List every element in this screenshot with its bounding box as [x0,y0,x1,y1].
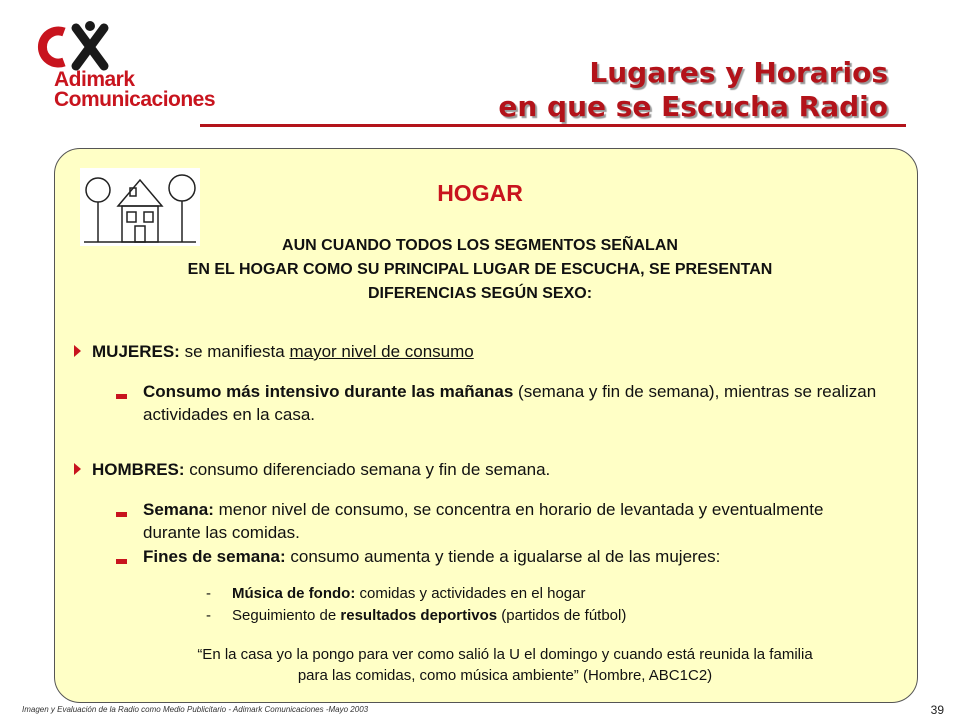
footer-source: Imagen y Evaluación de la Radio como Medio Publicitario - Adimark Comunicaciones -Mayo 2003 [22,705,369,714]
page-number: 39 [930,703,944,717]
men-sub1-rest: menor nivel de consumo, se concentra en horario de levantada y eventualmente durante las comidas. [143,500,824,542]
section-heading: HOGAR [437,180,523,206]
men-text: consumo diferenciado semana y fin de semana. [184,460,551,479]
men-sub2-rest: consumo aumenta y tiende a igualarse al de las mujeres: [285,547,721,566]
dash-bullet-icon [116,559,127,564]
men-sub2-bold: Fines de semana: [143,547,286,566]
intro-text [80,234,880,306]
women-sub1-rest: (semana y fin de semana), mientras se realizan actividades en la casa. [143,382,877,424]
list-hyphen: - [206,585,211,602]
list-item-rest: (partidos de fútbol) [497,607,627,624]
intro-line2: EN EL HOGAR COMO SU PRINCIPAL LUGAR DE ESCUCHA, SE PRESENTAN [187,261,773,278]
list-hyphen: - [206,607,211,624]
page-title-line1: Lugares y Horarios [589,56,888,89]
adimark-logo-mark-icon [34,20,124,75]
logo-text-adimark: Adimark [54,68,135,91]
list-item-rest: comidas y actividades en el hogar [355,585,586,602]
women-text: se manifiesta [179,342,290,361]
quote-line1: “En la casa yo la pongo para ver como salió la U el domingo y cuando está reunida la familia [197,646,813,663]
logo-text-comunicaciones: Comunicaciones [54,88,216,111]
dash-bullet-icon [116,394,127,399]
testimonial-quote [90,644,920,686]
arrow-bullet-icon [74,345,81,357]
dash-bullet-icon [116,512,127,517]
page-title-line2: en que se Escucha Radio [498,90,888,123]
women-sub1-bold: Consumo más intensivo durante las mañanas [143,382,514,401]
title-underline-rule [200,124,906,127]
list-item-pre: Seguimiento de [232,607,341,624]
men-sub1-bold: Semana: [143,500,214,519]
adimark-logo [34,20,216,115]
women-underline-text: mayor nivel de consumo [289,342,474,361]
list-item-bold: Música de fondo: [232,585,356,602]
arrow-bullet-icon [74,463,81,475]
quote-line2: para las comidas, como música ambiente” (Hombre, ABC1C2) [297,667,713,684]
women-label: MUJERES: [92,342,180,361]
list-item-bold: resultados deportivos [340,607,498,624]
intro-line3: DIFERENCIAS SEGÚN SEXO: [367,285,593,302]
intro-line1: AUN CUANDO TODOS LOS SEGMENTOS SEÑALAN [282,237,678,254]
page-title [498,56,888,124]
men-label: HOMBRES: [92,460,185,479]
